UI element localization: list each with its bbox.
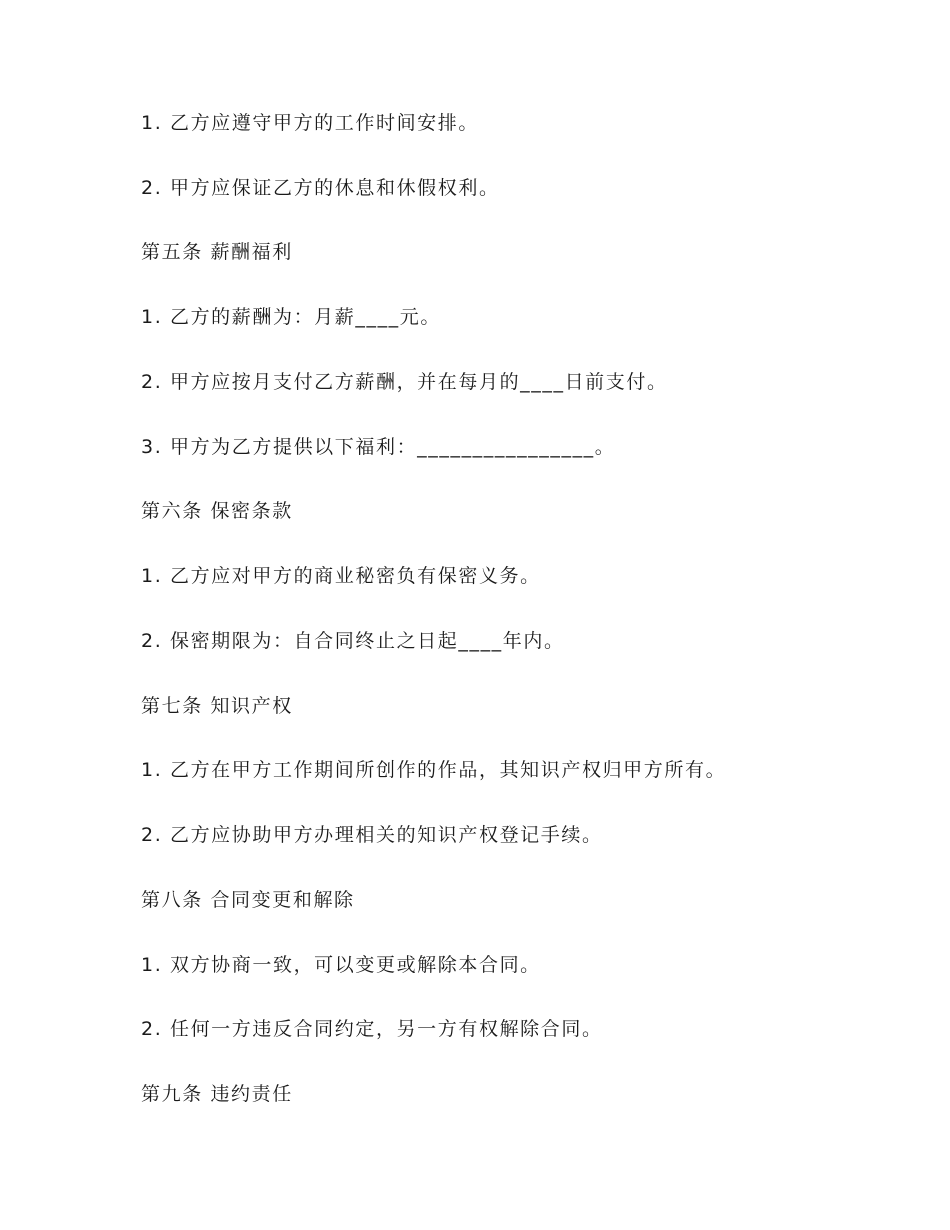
clause-5-item-1: 1. 乙方的薪酬为：月薪____元。: [141, 306, 441, 328]
clause-5-item-3: 3. 甲方为乙方提供以下福利：________________。: [141, 436, 616, 458]
clause-4-item-2: 2. 甲方应保证乙方的休息和休假权利。: [141, 177, 500, 199]
clause-8-item-2: 2. 任何一方违反合同约定，另一方有权解除合同。: [141, 1018, 603, 1040]
section-heading-9: 第九条 违约责任: [141, 1083, 293, 1105]
clause-6-item-1: 1. 乙方应对甲方的商业秘密负有保密义务。: [141, 565, 541, 587]
clause-6-item-2: 2. 保密期限为：自合同终止之日起____年内。: [141, 630, 565, 652]
section-heading-5: 第五条 薪酬福利: [141, 241, 293, 263]
clause-5-item-2: 2. 甲方应按月支付乙方薪酬，并在每月的____日前支付。: [141, 371, 668, 393]
section-heading-8: 第八条 合同变更和解除: [141, 889, 355, 911]
clause-7-item-2: 2. 乙方应协助甲方办理相关的知识产权登记手续。: [141, 824, 603, 846]
section-heading-7: 第七条 知识产权: [141, 695, 293, 717]
clause-4-item-1: 1. 乙方应遵守甲方的工作时间安排。: [141, 112, 479, 134]
section-heading-6: 第六条 保密条款: [141, 500, 293, 522]
clause-8-item-1: 1. 双方协商一致，可以变更或解除本合同。: [141, 954, 541, 976]
clause-7-item-1: 1. 乙方在甲方工作期间所创作的作品，其知识产权归甲方所有。: [141, 759, 727, 781]
